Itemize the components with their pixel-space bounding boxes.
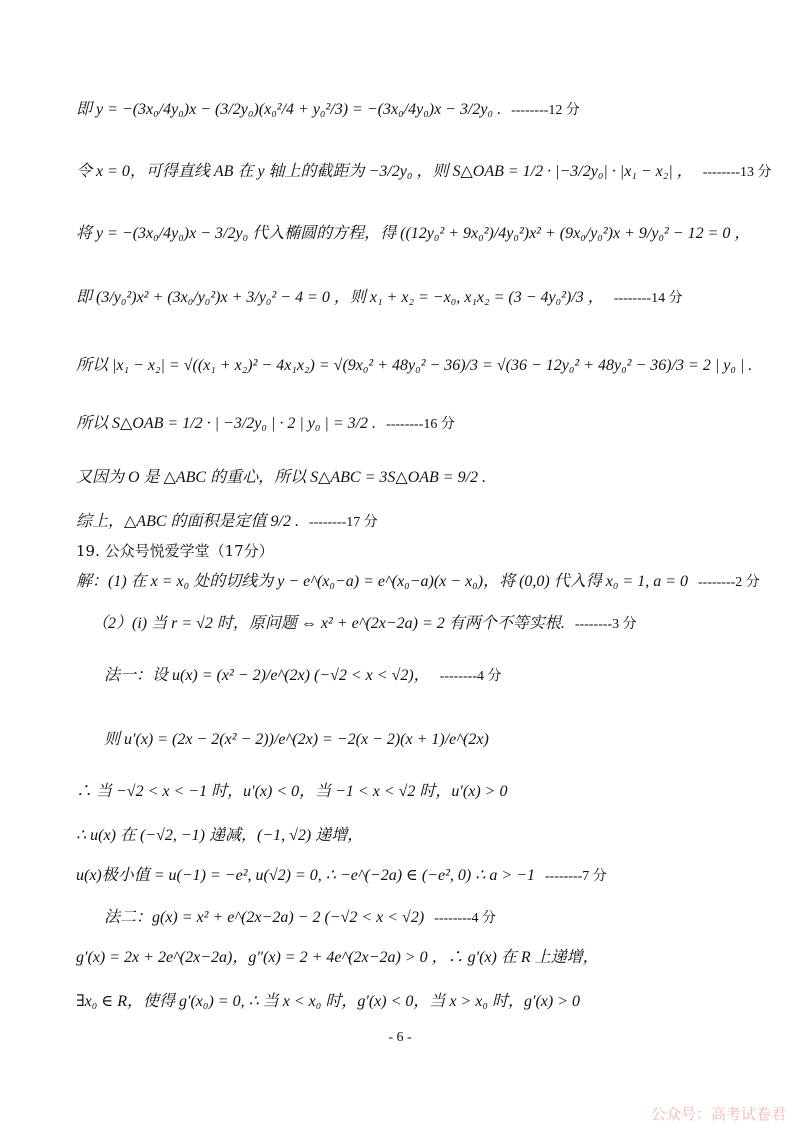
- score-mark: --------12 分: [511, 103, 580, 118]
- solution-line-5: 所以 |x₁ − x₂| = √((x₁ + x₂)² − 4x₁x₂) = √(9x₀² + 48y₀² − 36)/3 = √(36 − 12y₀² + 48y₀² − 36)/3 = 2 | y₀ | .: [76, 357, 753, 374]
- score-mark: --------14 分: [613, 291, 683, 306]
- score-mark: --------7 分: [545, 869, 607, 884]
- solution-line-1: 即 y = −(3x₀/4y₀)x − (3/2y₀)(x₀²/4 + y₀²/3) = −(3x₀/4y₀)x − 3/2y₀ . --------12 分: [76, 101, 580, 118]
- score-mark: --------13 分: [702, 165, 772, 180]
- solution-line-18: ∃x₀ ∈ R，使得 g′(x₀) = 0, ∴ 当 x < x₀ 时，g′(x) < 0，当 x > x₀ 时，g′(x) > 0: [76, 993, 580, 1010]
- watermark: 公众号：高考试卷君: [650, 1105, 786, 1123]
- solution-line-12: 则 u′(x) = (2x − 2(x² − 2))/e^(2x) = −2(x − 2)(x + 1)/e^(2x): [104, 731, 489, 748]
- solution-line-9: 解：(1) 在 x = x₀ 处的切线为 y − e^(x₀−a) = e^(x₀−a)(x − x₀)，将 (0,0) 代入得 x₀ = 1, a = 0 --------2 分: [76, 573, 760, 590]
- solution-line-8: 综上，△ABC 的面积是定值 9/2 . --------17 分: [76, 513, 378, 530]
- solution-line-2: 令 x = 0，可得直线 AB 在 y 轴上的截距为 −3/2y₀ ，则 S△OAB = 1/2 · |−3/2y₀| · |x₁ − x₂| ， --------13 分: [76, 163, 772, 180]
- solution-line-10: （2）(i) 当 r = √2 时，原问题 ⇔ x² + e^(2x−2a) = 2 有两个不等实根. --------3 分: [92, 615, 637, 632]
- solution-line-14: ∴ u(x) 在 (−√2, −1) 递减，(−1, √2) 递增，: [76, 827, 364, 844]
- problem-heading: 19. 公众号悦爱学堂（17分）: [76, 542, 274, 560]
- solution-line-6: 所以 S△OAB = 1/2 · | −3/2y₀ | · 2 | y₀ | = 3/2 . --------16 分: [76, 415, 455, 432]
- score-mark: --------2 分: [698, 575, 760, 590]
- score-mark: --------3 分: [574, 617, 637, 632]
- solution-line-7: 又因为 O 是 △ABC 的重心，所以 S△ABC = 3S△OAB = 9/2 .: [76, 469, 487, 486]
- solution-line-4: 即 (3/y₀²)x² + (3x₀/y₀²)x + 3/y₀² − 4 = 0 ，则 x₁ + x₂ = −x₀, x₁x₂ = (3 − 4y₀²)/3 ， --------14 分: [76, 289, 683, 306]
- score-mark: --------4 分: [439, 669, 502, 684]
- score-mark: --------16 分: [386, 417, 455, 432]
- solution-line-16: 法二：g(x) = x² + e^(2x−2a) − 2 (−√2 < x < √2) --------4 分: [104, 909, 496, 926]
- score-mark: --------17 分: [308, 515, 378, 530]
- page-number: - 6 -: [388, 1030, 412, 1045]
- solution-line-17: g′(x) = 2x + 2e^(2x−2a)，g″(x) = 2 + 4e^(2x−2a) > 0 ，∴ g′(x) 在 R 上递增，: [76, 949, 599, 966]
- solution-line-11: 法一：设 u(x) = (x² − 2)/e^(2x) (−√2 < x < √2)， --------4 分: [104, 667, 502, 684]
- solution-line-13: ∴ 当 −√2 < x < −1 时，u′(x) < 0，当 −1 < x < √2 时，u′(x) > 0: [76, 783, 508, 800]
- score-mark: --------4 分: [434, 911, 496, 926]
- solution-line-15: u(x)极小值 = u(−1) = −e², u(√2) = 0, ∴ −e^(−2a) ∈ (−e², 0) ∴ a > −1 --------7 分: [76, 867, 607, 884]
- solution-line-3: 将 y = −(3x₀/4y₀)x − 3/2y₀ 代入椭圆的方程，得 ((12y₀² + 9x₀²)/4y₀²)x² + (9x₀/y₀²)x + 9/y₀² − 12 = 0 ，: [76, 225, 751, 242]
